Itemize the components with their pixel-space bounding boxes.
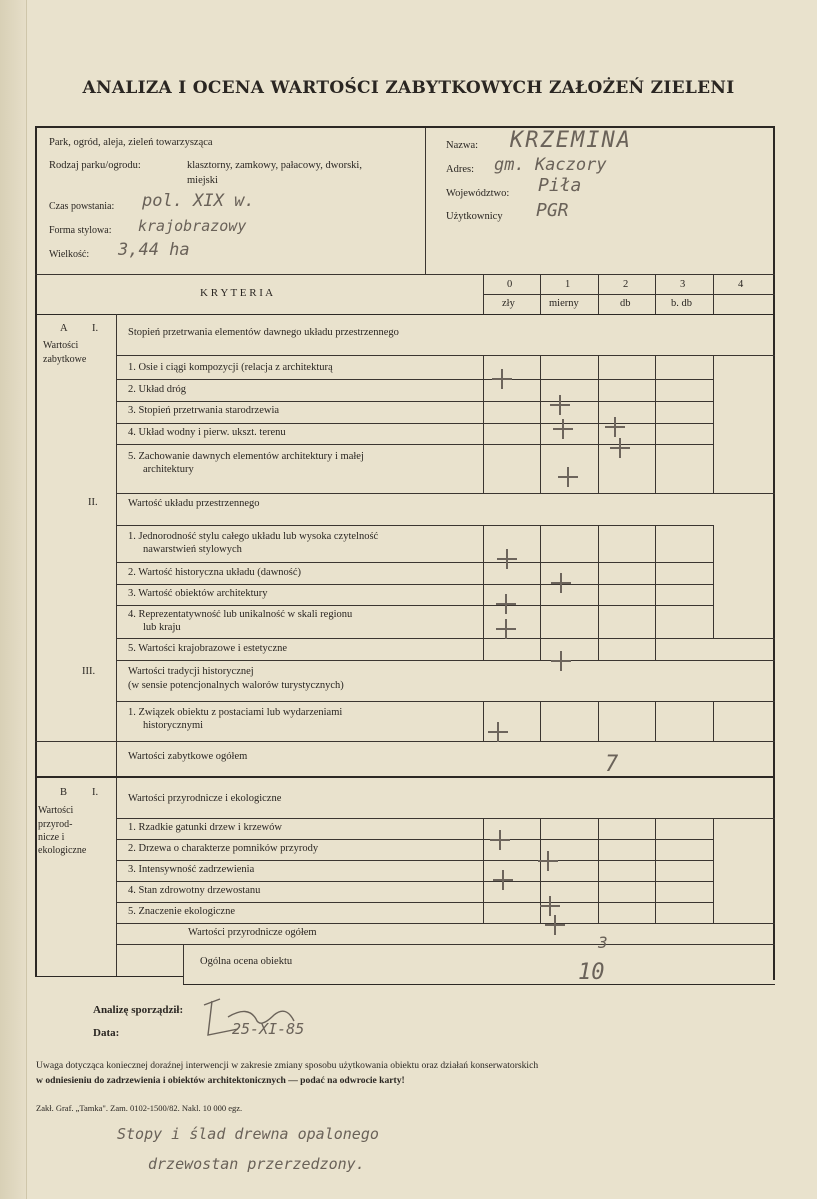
plus-mark-icon [497,549,517,569]
b-total-value: 3 [598,933,608,952]
grid-a3-c0 [483,701,484,741]
page-binding-edge [0,0,27,1199]
type-options-cont: miejski [187,175,218,186]
users-value: PGR [536,200,569,221]
row-line [116,902,713,903]
note-line-2: w odniesieniu do zadrzewienia i obiektów architektonicznych — podać na odwrocie karty! [36,1075,405,1086]
plus-mark-icon [493,870,513,890]
overall-left [183,944,184,984]
users-label: Użytkownicy [446,211,503,222]
row-line [116,493,775,494]
size-value: 3,44 ha [118,240,190,260]
row-line [116,605,713,606]
a1-item: 3. Stopień przetrwania starodrzewia [128,405,280,416]
plus-mark-icon [551,573,571,593]
grid-b-c4 [713,818,714,923]
header-bottom [35,274,775,275]
section-b-num: I. [92,787,99,798]
a2-item-cont: nawarstwień stylowych [143,544,242,555]
section-a-label-2: zabytkowe [43,354,87,365]
row-line [116,525,713,526]
plus-mark-icon [488,722,508,742]
period-label: Czas powstania: [49,201,115,212]
a-total-value: 7 [605,752,619,777]
a1-item-cont: architektury [143,464,194,475]
a2-item: 4. Reprezentatywność lub unikalność w skali regionu [128,609,353,620]
grid-a3-c3 [655,701,656,741]
b1-item: 4. Stan zdrowotny drzewostanu [128,885,261,896]
plus-mark-icon [558,467,578,487]
col-2-head [598,274,599,314]
score-3: 3 [680,279,686,290]
a1-title: Stopień przetrwania elementów dawnego układu przestrzennego [128,327,399,338]
a-total-label: Wartości zabytkowe ogółem [128,751,248,762]
border-left [35,126,37,976]
section-b-label-2: przyrod- [38,819,73,830]
a3-item: 1. Związek obiektu z postaciami lub wydarzeniami [128,707,343,718]
score-4: 4 [738,279,744,290]
col-1-head [540,274,541,314]
border-right [773,126,775,980]
score-header-divider [483,294,775,295]
a1-item: 5. Zachowanie dawnych elementów architektury i małej [128,451,364,462]
period-value: pol. XIX w. [142,191,255,211]
a1-item: 2. Układ dróg [128,384,187,395]
section-divider [35,776,775,778]
border-bottom-left [35,976,183,977]
score-label-2: db [620,298,631,309]
type-label: Rodzaj parku/ogrodu: [49,160,141,171]
b1-item: 5. Znaczenie ekologiczne [128,906,235,917]
analysis-label: Analizę sporządził: [93,1004,184,1016]
grid-a3-c4 [713,701,714,741]
plus-mark-icon [496,594,516,614]
col-4-head [713,274,714,314]
criteria-header-bottom [35,314,775,315]
row-line [116,584,713,585]
page-title: ANALIZA I OCENA WARTOŚCI ZABYTKOWYCH ZAŁOŻEŃ ZIELENI [82,78,735,98]
grid-a1-c3 [655,355,656,493]
overall-value: 10 [578,960,605,985]
row-line [116,701,775,702]
row-line [116,562,713,563]
a2-item: 5. Wartości krajobrazowe i estetyczne [128,643,288,654]
voivodeship-value: Piła [538,175,582,196]
plus-mark-icon [496,619,516,639]
b1-title: Wartości przyrodnicze i ekologiczne [128,793,282,804]
note-line-1: Uwaga dotycząca koniecznej doraźnej interwencji w zakresie zmiany sposobu użytkowania obiektu oraz działań konserwatorskich [36,1060,539,1071]
header-divider [425,128,426,274]
grid-a2-c2 [598,525,599,660]
date-label: Data: [93,1027,120,1039]
section-b-label-3: nicze i [38,832,65,843]
plus-mark-icon [490,830,510,850]
left-col-divider [116,314,117,976]
name-label: Nazwa: [446,140,479,151]
plus-mark-icon [550,395,570,415]
b-total-label: Wartości przyrodnicze ogółem [188,927,317,938]
grid-a2-c0 [483,525,484,660]
a2-title: Wartość układu przestrzennego [128,498,260,509]
score-label-3: b. db [671,298,692,309]
grid-a1-c4 [713,355,714,493]
handwritten-note: Stopy i ślad drewna opalonego [117,1125,379,1143]
grid-a2-c3 [655,525,656,660]
a3-title: Wartości tradycji historycznej [128,666,254,677]
style-value: krajobrazowy [138,217,247,235]
score-1: 1 [565,279,571,290]
a2-item: 1. Jednorodność stylu całego układu lub wysoka czytelność [128,531,379,542]
park-label: Park, ogród, aleja, zieleń towarzysząca [49,137,213,148]
a2-item: 2. Wartość historyczna układu (dawność) [128,567,302,578]
grid-b-c0 [483,818,484,923]
plus-mark-icon [605,417,625,437]
type-options: klasztorny, zamkowy, pałacowy, dworski, [187,160,362,171]
name-value: KRZEMINA [510,128,632,153]
address-value: gm. Kaczory [494,155,607,175]
row-line [116,839,713,840]
row-line [116,881,713,882]
date-value: 25-XI-85 [232,1020,305,1038]
a2-item-cont: lub kraju [143,622,181,633]
section-b-label-4: ekologiczne [38,845,87,856]
grid-b-c3 [655,818,656,923]
section-a2-num: II. [88,497,98,508]
grid-b-c2 [598,818,599,923]
border-top [35,126,775,128]
voivodeship-label: Województwo: [446,188,510,199]
grid-a1-c2 [598,355,599,493]
a3-item-cont: historycznymi [143,720,204,731]
plus-mark-icon [553,419,573,439]
grid-a2-c4 [713,525,714,638]
row-line [116,660,775,661]
a2-item: 3. Wartość obiektów architektury [128,588,268,599]
section-a-label-1: Wartości [43,340,79,351]
row-line [116,860,713,861]
score-label-1: mierny [549,298,579,309]
section-a3-num: III. [82,666,96,677]
score-0: 0 [507,279,513,290]
row-line [116,355,775,356]
b1-item: 1. Rzadkie gatunki drzew i krzewów [128,822,282,833]
grid-a3-c1 [540,701,541,741]
grid-a2-c1 [540,525,541,660]
row-line [116,818,775,819]
criteria-label: K R Y T E R I A [200,287,274,299]
grid-a1-c0 [483,355,484,493]
section-b-label-1: Wartości [38,805,74,816]
section-b-letter: B [60,787,68,798]
grid-a1-c1 [540,355,541,493]
grid-a3-c2 [598,701,599,741]
address-label: Adres: [446,164,474,175]
plus-mark-icon [610,438,630,458]
col-3-head [655,274,656,314]
printer-info: Zakł. Graf. „Tamka". Zam. 0102-1500/82. Nakl. 10 000 egz. [36,1103,243,1113]
style-label: Forma stylowa: [49,225,112,236]
border-bottom-right [183,984,775,985]
b1-item: 3. Intensywność zadrzewienia [128,864,255,875]
row-line [116,923,775,924]
plus-mark-icon [538,851,558,871]
plus-mark-icon [551,651,571,671]
row-line [116,638,775,639]
section-a-num: I. [92,323,99,334]
row-line [35,741,775,742]
a1-item: 1. Osie i ciągi kompozycji (relacja z architekturą [128,362,333,373]
plus-mark-icon [492,369,512,389]
row-line [116,944,775,945]
b1-item: 2. Drzewa o charakterze pomników przyrody [128,843,319,854]
col-0-head [483,274,484,314]
a1-item: 4. Układ wodny i pierw. ukszt. terenu [128,427,286,438]
section-a-letter: A [60,323,68,334]
score-label-0: zły [502,298,515,309]
plus-mark-icon [540,896,560,916]
row-line [116,401,713,402]
a3-title-cont: (w sensie potencjonalnych walorów turystycznych) [128,680,344,691]
plus-mark-icon [545,915,565,935]
overall-label: Ogólna ocena obiektu [200,956,293,967]
row-line [116,379,713,380]
size-label: Wielkość: [49,249,90,260]
handwritten-note-cont: drzewostan przerzedzony. [148,1155,365,1173]
score-2: 2 [623,279,629,290]
